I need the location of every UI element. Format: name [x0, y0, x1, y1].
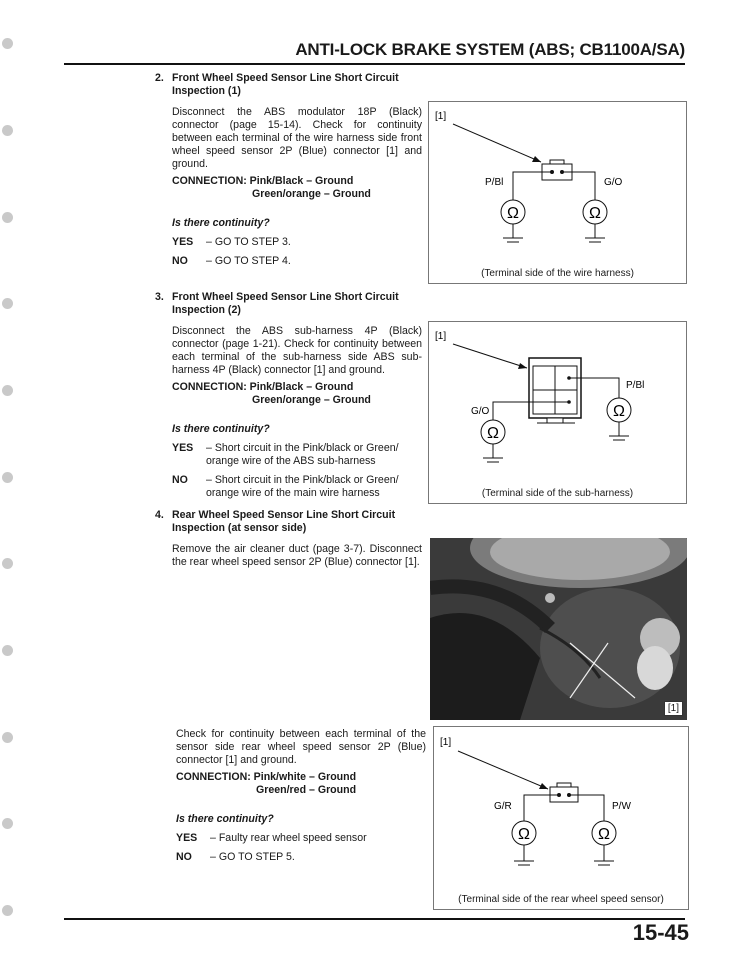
answer-yes — [172, 442, 425, 468]
step-number: 2. — [155, 72, 164, 84]
step-heading — [155, 291, 425, 317]
binder-hole — [2, 472, 13, 483]
binder-hole — [2, 645, 13, 656]
step-question: Is there continuity? — [172, 423, 270, 435]
binder-hole — [2, 818, 13, 829]
answer-no — [172, 255, 425, 268]
right-wire-label: P/W — [612, 801, 631, 812]
step-2 — [155, 72, 425, 268]
connection-line-1: CONNECTION: Pink/white – Ground — [176, 771, 357, 783]
figure-wire-harness-connector — [428, 101, 687, 284]
figure-caption: (Terminal side of the wire harness) — [481, 268, 634, 279]
connection-line-1: CONNECTION: Pink/Black – Ground — [172, 175, 354, 187]
step-question: Is there continuity? — [176, 813, 274, 825]
step-instructions: Check for continuity between each terminal of the sensor side rear wheel speed sensor 2P (Blue) connector [1] and ground. — [176, 728, 426, 766]
binder-hole — [2, 38, 13, 49]
answer-key: YES — [172, 442, 194, 454]
figure-ref-label: [1] — [435, 111, 447, 122]
right-wire-label: P/Bl — [626, 380, 645, 391]
left-wire-label: P/Bl — [485, 177, 504, 188]
answer-text: – GO TO STEP 3. — [206, 236, 291, 248]
figure-ref-label: [1] — [435, 331, 447, 342]
page-header-title: ANTI-LOCK BRAKE SYSTEM (ABS; CB1100A/SA) — [295, 40, 685, 59]
ohmmeter-symbol: Ω — [589, 205, 601, 222]
answer-key: YES — [172, 236, 194, 248]
connection-line-2: Green/orange – Ground — [252, 188, 371, 200]
connection-spec — [176, 771, 426, 797]
header-rule — [64, 63, 685, 65]
binder-hole — [2, 905, 13, 916]
step-title: Front Wheel Speed Sensor Line Short Circuit Inspection (2) — [172, 291, 399, 316]
step-number: 4. — [155, 509, 164, 521]
answer-key: YES — [176, 832, 198, 844]
answer-key: NO — [172, 474, 188, 486]
photo-callout-label: [1] — [664, 701, 683, 716]
answer-text: – GO TO STEP 4. — [206, 255, 291, 267]
figure-sub-harness-connector — [428, 321, 687, 504]
binder-hole — [2, 732, 13, 743]
step-heading — [155, 72, 425, 98]
connection-spec — [172, 175, 425, 201]
figure-caption: (Terminal side of the rear wheel speed sensor) — [458, 894, 664, 905]
left-wire-label: G/O — [471, 406, 490, 417]
binder-hole — [2, 125, 13, 136]
connection-spec — [172, 381, 425, 407]
answer-no — [172, 474, 425, 500]
step-instructions: Disconnect the ABS sub-harness 4P (Black) connector (page 1-21). Check for continuity between each terminal of the sub-harness side ABS sub-harness 4P (Black) connector [1] and ground. — [172, 325, 422, 376]
ohmmeter-symbol: Ω — [487, 425, 499, 442]
connector-diagram — [429, 102, 686, 283]
step-question: Is there continuity? — [172, 217, 270, 229]
ohmmeter-symbol: Ω — [507, 205, 519, 222]
connector-diagram — [429, 322, 686, 503]
step-4 — [155, 509, 425, 569]
connection-line-2: Green/orange – Ground — [252, 394, 371, 406]
ohmmeter-symbol: Ω — [518, 826, 530, 843]
connection-line-1: CONNECTION: Pink/Black – Ground — [172, 381, 354, 393]
connection-line-2: Green/red – Ground — [256, 784, 357, 796]
footer-rule — [64, 918, 685, 920]
answer-no — [176, 851, 426, 864]
binder-hole — [2, 385, 13, 396]
answer-key: NO — [172, 255, 188, 267]
answer-text: – Short circuit in the Pink/black or Green/ orange wire of the ABS sub-harness — [206, 442, 399, 467]
sensor-connector-photo — [430, 538, 687, 720]
answer-text: – Faulty rear wheel speed sensor — [210, 832, 367, 844]
answer-text: – Short circuit in the Pink/black or Green/ orange wire of the main wire harness — [206, 474, 399, 499]
right-wire-label: G/O — [604, 177, 623, 188]
step-3 — [155, 291, 425, 500]
step-heading — [155, 509, 425, 535]
connector-diagram — [434, 727, 688, 909]
ohmmeter-symbol: Ω — [598, 826, 610, 843]
step-instructions: Remove the air cleaner duct (page 3-7). Disconnect the rear wheel speed sensor 2P (Blue) connector [1]. — [172, 543, 422, 568]
figure-rear-sensor-connector — [433, 726, 689, 910]
step-4-continued — [176, 728, 426, 864]
left-wire-label: G/R — [494, 801, 512, 812]
page-number: 15-45 — [632, 920, 689, 945]
answer-text: – GO TO STEP 5. — [210, 851, 295, 863]
photo-illustration — [430, 538, 687, 720]
step-number: 3. — [155, 291, 164, 303]
step-instructions: Disconnect the ABS modulator 18P (Black) connector (page 15-14). Check for continuity between each terminal of the wire harness side front wheel speed sensor 2P (Blue) connector [1] and ground. — [172, 106, 422, 170]
binder-hole — [2, 558, 13, 569]
answer-yes — [172, 236, 425, 249]
figure-ref-label: [1] — [440, 737, 452, 748]
ohmmeter-symbol: Ω — [613, 403, 625, 420]
step-title: Rear Wheel Speed Sensor Line Short Circuit Inspection (at sensor side) — [172, 509, 396, 534]
binder-hole — [2, 298, 13, 309]
answer-key: NO — [176, 851, 192, 863]
answer-yes — [176, 832, 426, 845]
binder-hole — [2, 212, 13, 223]
step-title: Front Wheel Speed Sensor Line Short Circuit Inspection (1) — [172, 72, 399, 97]
figure-caption: (Terminal side of the sub-harness) — [481, 488, 634, 499]
